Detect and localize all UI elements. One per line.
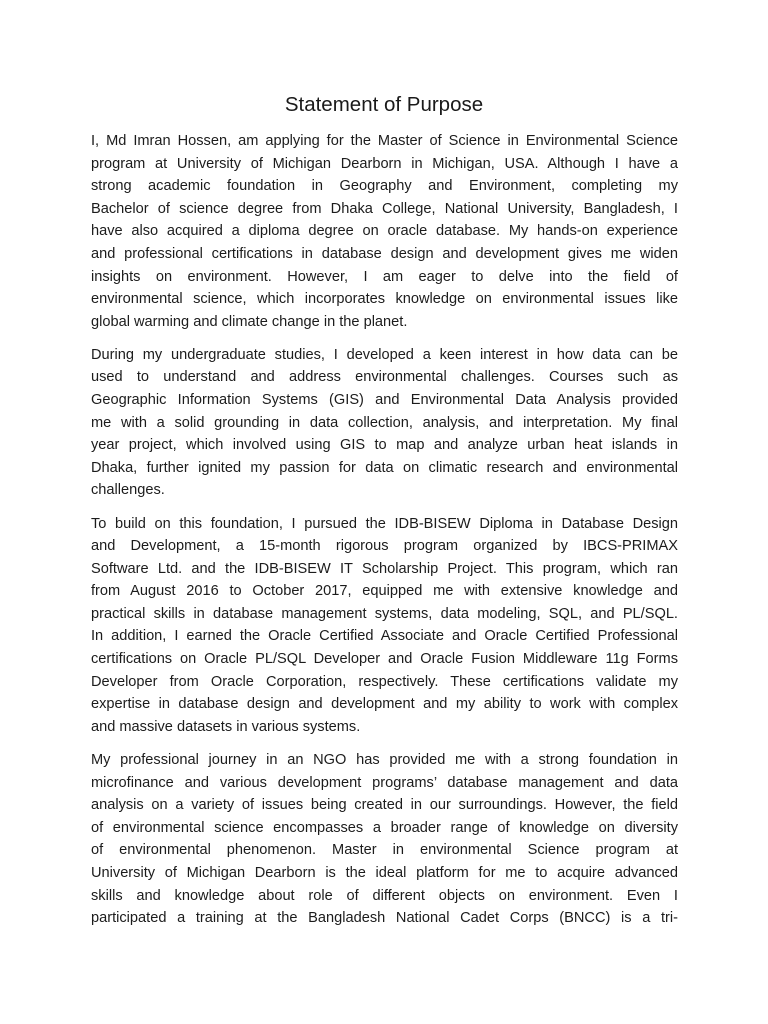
text-line: insights on environment. However, I am eager to delve into the field of: [91, 268, 678, 285]
text-line: strong academic foundation in Geography and Environment, completing my: [91, 178, 678, 195]
text-line: Software Ltd. and the IDB-BISEW IT Scholarship Project. This program, which ran: [91, 560, 678, 577]
text-line: year project, which involved using GIS to map and analyze urban heat islands in: [91, 437, 678, 454]
text-line: During my undergraduate studies, I developed a keen interest in how data can be: [91, 346, 678, 363]
paragraph: [91, 344, 678, 502]
text-line: expertise in database design and development and my ability to work with complex: [91, 696, 678, 713]
text-line: Developer from Oracle Corporation, respectively. These certifications validate my: [91, 673, 678, 690]
text-line: I, Md Imran Hossen, am applying for the Master of Science in Environmental Science: [91, 133, 678, 149]
text-line: University of Michigan Dearborn is the ideal platform for me to acquire advanced: [91, 864, 678, 881]
text-line: In addition, I earned the Oracle Certified Associate and Oracle Certified Professional: [91, 628, 678, 645]
text-line: participated a training at the Bangladesh National Cadet Corps (BNCC) is a tri-: [91, 910, 678, 927]
text-line: challenges.: [91, 482, 165, 499]
text-line: have also acquired a diploma degree on oracle database. My hands-on experience: [91, 223, 678, 240]
text-line: Bachelor of science degree from Dhaka College, National University, Bangladesh, I: [91, 200, 678, 217]
paragraph: [91, 749, 678, 930]
document-body: [91, 130, 678, 940]
text-line: and massive datasets in various systems.: [91, 718, 361, 735]
paragraph: [91, 513, 678, 739]
text-line: and Development, a 15-month rigorous program organized by IBCS-PRIMAX: [91, 538, 678, 555]
text-line: and professional certifications in database design and development gives me widen: [91, 245, 678, 262]
text-line: skills and knowledge about role of different objects on environment. Even I: [91, 887, 678, 904]
text-line: of environmental science encompasses a broader range of knowledge on diversity: [91, 819, 678, 836]
text-line: program at University of Michigan Dearborn in Michigan, USA. Although I have a: [91, 155, 678, 172]
text-line: global warming and climate change in the planet.: [91, 313, 408, 330]
text-line: microfinance and various development programs’ database management and data: [91, 774, 678, 791]
text-line: used to understand and address environmental challenges. Courses such as: [91, 369, 678, 386]
text-line: Geographic Information Systems (GIS) and Environmental Data Analysis provided: [91, 392, 678, 409]
paragraph: [91, 130, 678, 333]
text-line: My professional journey in an NGO has provided me with a strong foundation in: [91, 751, 678, 768]
text-line: To build on this foundation, I pursued the IDB-BISEW Diploma in Database Design: [91, 515, 678, 532]
text-line: Dhaka, further ignited my passion for data on climatic research and environmental: [91, 459, 678, 476]
text-line: analysis on a variety of issues being created in our surroundings. However, the field: [91, 797, 678, 814]
text-line: me with a solid grounding in data collection, analysis, and interpretation. My final: [91, 414, 678, 431]
text-line: from August 2016 to October 2017, equipped me with extensive knowledge and: [91, 583, 678, 600]
text-line: practical skills in database management systems, data modeling, SQL, and PL/SQL.: [91, 605, 678, 622]
text-line: environmental science, which incorporates knowledge on environmental issues like: [91, 291, 678, 308]
page-title: Statement of Purpose: [284, 93, 484, 116]
text-line: of environmental phenomenon. Master in environmental Science program at: [91, 842, 678, 859]
text-line: certifications on Oracle PL/SQL Developer and Oracle Fusion Middleware 11g Forms: [91, 651, 678, 668]
